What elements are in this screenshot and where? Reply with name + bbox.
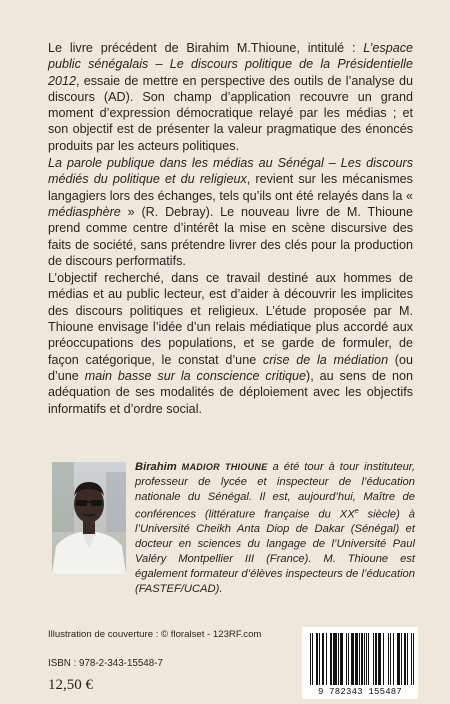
barcode-bar xyxy=(388,633,389,685)
barcode-bar xyxy=(366,633,367,685)
barcode-bar xyxy=(333,633,334,685)
barcode-bar xyxy=(331,633,332,685)
author-portrait-image xyxy=(52,462,126,574)
book-title: La parole publique dans les médias au Sénégal – Les discours médiés du politique et du religieux xyxy=(48,156,413,187)
barcode-bar xyxy=(340,633,341,685)
barcode-bar xyxy=(361,633,362,685)
author-name: Birahim MADIOR THIOUNE xyxy=(135,461,268,473)
barcode-bar xyxy=(390,633,391,685)
barcode-bar xyxy=(317,633,318,685)
barcode-bar xyxy=(404,633,405,685)
barcode-bar xyxy=(401,633,402,685)
barcode-bar xyxy=(411,633,412,685)
barcode-bar xyxy=(310,633,311,685)
barcode-bar xyxy=(348,633,349,685)
barcode-bar xyxy=(336,633,337,685)
barcode-bar xyxy=(319,633,320,685)
blurb-paragraph-1: Le livre précédent de Birahim M.Thioune, intitulé : L’espace public sénégalais – Le discours politique de la Présidentielle 2012, essaie de mettre en perspective des outils de l’analyse du discours (AD). Son champ d’application recouvre un grand moment d’expression démocratique relayé par les médias ; et son objectif est de présenter la valeur pragmatique des énoncés produits par les acteurs politiques. xyxy=(48,41,413,153)
barcode-bar xyxy=(405,633,406,685)
barcode-bar xyxy=(355,633,356,685)
barcode-bar xyxy=(364,633,365,685)
barcode-bar xyxy=(380,633,381,685)
barcode-bar xyxy=(362,633,363,685)
barcode-bar xyxy=(373,633,374,685)
barcode-bar xyxy=(335,633,336,685)
barcode-bar xyxy=(357,633,358,685)
barcode-bar xyxy=(378,633,379,685)
barcode-bar xyxy=(346,633,347,685)
barcode-bar xyxy=(352,633,353,685)
isbn-barcode xyxy=(302,627,418,699)
barcode-bar xyxy=(353,633,354,685)
author-bio: Birahim MADIOR THIOUNE a été tour à tour instituteur, professeur de lycée et inspecteur de l’éducation nationale du Sénégal. Il est, aujourd’hui, Maître de conférences (littérature française du XXe siècle) à l’Université Cheikh Anta Diop de Dakar (Sénégal) et docteur en sciences du langage de l’Université Paul Valéry Montpellier III (France). M. Thioune est également formateur d’élèves inspecteurs de l’éducation (FASTEF/UCAD). xyxy=(135,461,416,595)
barcode-bar xyxy=(351,633,352,685)
barcode-bar xyxy=(379,633,380,685)
blurb-paragraph-3: L’objectif recherché, dans ce travail destiné aux hommes de médias et au public lecteur, est d’aider à découvrir les implicites des discours politiques et religieux. L’étude proposée par M. Thioune envisage l’idée d’un relais médiatique plus accordé aux préoccupations des populations, et se garde de formuler, de façon catégorique, le constat d’une crise de la médiation (ou d’une main basse sur la conscience critique), au sens de non adéquation de ses modalités de déploiement avec les objectifs informatifs et d’ordre social. xyxy=(48,271,413,416)
blurb-paragraph-2: La parole publique dans les médias au Sénégal – Les discours médiés du politique et du religieux, revient sur les mécanismes langagiers lors des échanges, tels qu’ils ont été relayés dans la « médiasphère » (R. Debray). Le nouveau livre de M. Thioune prend comme centre d’intérêt la mise en scène discursive des faits de société, sans prétendre livrer des clés pour la production de discours performatifs. xyxy=(48,156,413,268)
barcode-bar xyxy=(397,633,398,685)
barcode-bars xyxy=(302,627,418,687)
author-photo xyxy=(52,462,126,574)
isbn: ISBN : 978-2-343-15548-7 xyxy=(48,658,163,669)
back-cover-blurb xyxy=(48,40,413,417)
barcode-bar xyxy=(316,633,317,685)
barcode-bar xyxy=(383,633,384,685)
barcode-bar xyxy=(399,633,400,685)
barcode-bar xyxy=(338,633,339,685)
barcode-bar xyxy=(323,633,324,685)
barcode-bar xyxy=(341,633,342,685)
barcode-bar xyxy=(342,633,343,685)
barcode-bar xyxy=(330,633,331,685)
barcode-bar xyxy=(407,633,408,685)
previous-book-title: L’espace public sénégalais – Le discours politique de la Présidentielle 2012 xyxy=(48,41,413,88)
barcode-bar xyxy=(393,633,394,685)
barcode-bar xyxy=(368,633,369,685)
barcode-bar xyxy=(312,633,313,685)
cover-illustration-credit: Illustration de couverture : © floralset - 123RF.com xyxy=(48,629,262,640)
barcode-bar xyxy=(322,633,323,685)
barcode-bar xyxy=(398,633,399,685)
barcode-bar xyxy=(413,633,414,685)
barcode-bar xyxy=(376,633,377,685)
price: 12,50 € xyxy=(48,677,93,693)
barcode-bar xyxy=(375,633,376,685)
barcode-bar xyxy=(359,633,360,685)
barcode-bar xyxy=(326,633,327,685)
barcode-digits: 9 782343 155487 xyxy=(317,687,402,697)
barcode-bar xyxy=(334,633,335,685)
barcode-bar xyxy=(356,633,357,685)
